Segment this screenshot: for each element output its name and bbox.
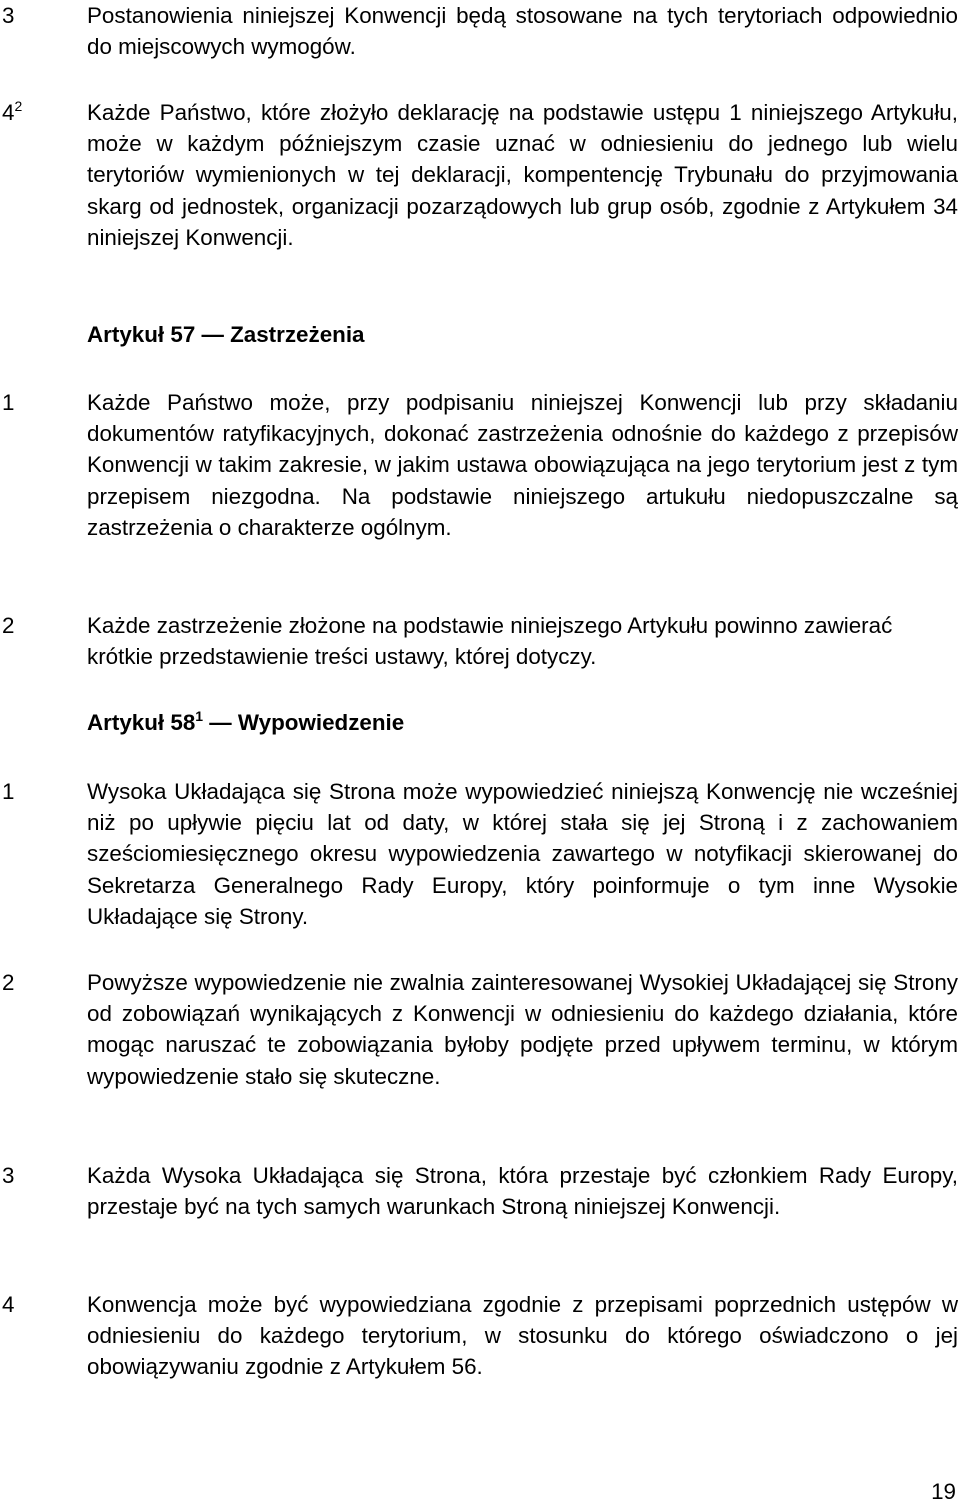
footnote-marker: 2 bbox=[14, 98, 23, 114]
article-58-heading bbox=[87, 707, 404, 738]
paragraph-number: 2 bbox=[2, 613, 15, 638]
paragraph-text: Każda Wysoka Układająca się Strona, która przestaje być członkiem Rady Europy, przestaje być na tych samych warunkach Stroną niniejszej Konwencji. bbox=[87, 1163, 958, 1220]
paragraph-text: Postanowienia niniejszej Konwencji będą stosowane na tych terytoriach odpowiednio do miejscowych wymogów. bbox=[87, 3, 958, 60]
article-58-heading-prefix: Artykuł 58 bbox=[87, 710, 196, 735]
paragraph-text: Każde Państwo, które złożyło deklarację na podstawie ustępu 1 niniejszego Artykułu, może w każdym późniejszym czasie uznać w odniesieniu do jednego lub wielu terytoriów wymienionych w tej deklaracji, kompentencję Trybunału do przyjmowania skarg od jednostek, organizacji pozarządowych lub grup osób, zgodnie z Artykułem 34 niniejszej Konwencji. bbox=[87, 100, 958, 250]
paragraph-number: 1 bbox=[2, 779, 15, 804]
paragraph-number: 4 bbox=[2, 1292, 15, 1317]
paragraph-number: 2 bbox=[2, 970, 15, 995]
paragraph-text: Konwencja może być wypowiedziana zgodnie z przepisami poprzednich ustępów w odniesieniu do każdego terytorium, w stosunku do którego oświadczono o jej obowiązywaniu zgodnie z Artykułem 56. bbox=[87, 1292, 958, 1380]
page-number: 19 bbox=[931, 1479, 956, 1504]
article-58-heading-suffix: — Wypowiedzenie bbox=[203, 710, 405, 735]
footnote-marker: 1 bbox=[195, 708, 204, 724]
paragraph-number bbox=[2, 97, 72, 128]
paragraph-text: Każde Państwo może, przy podpisaniu niniejszej Konwencji lub przy składaniu dokumentów ratyfikacyjnych, dokonać zastrzeżenia odnośnie do każdego z przepisów Konwencji w takim zakresie, w jakim ustawa obowiązująca na jego terytorium jest z tym przepisem niezgodna. Na podstawie niniejszego artukułu niedopuszczalne są zastrzeżenia o charakterze ogólnym. bbox=[87, 390, 958, 540]
article-57-heading: Artykuł 57 — Zastrzeżenia bbox=[87, 322, 365, 347]
paragraph-number-main: 4 bbox=[2, 100, 15, 125]
paragraph-text: Powyższe wypowiedzenie nie zwalnia zainteresowanej Wysokiej Układającej się Strony od zobowiązań wynikających z Konwencji w odniesieniu do każdego działania, które mogąc naruszać te zobowiązania byłoby podjęte przed upływem terminu, w którym wypowiedzenie stało się skuteczne. bbox=[87, 970, 958, 1089]
paragraph-number: 1 bbox=[2, 390, 15, 415]
paragraph-text: Wysoka Układająca się Strona może wypowiedzieć niniejszą Konwencję nie wcześniej niż po upływie pięciu lat od daty, w której stała się jej Stroną i z zachowaniem sześciomiesięcznego okresu wypowiedzenia zawartego w notyfikacji skierowanej do Sekretarza Generalnego Rady Europy, który poinformuje o tym inne Wysokie Układające się Strony. bbox=[87, 779, 958, 929]
paragraph-text: Każde zastrzeżenie złożone na podstawie niniejszego Artykułu powinno zawierać krótkie przedstawienie treści ustawy, której dotyczy. bbox=[87, 613, 893, 670]
paragraph-number: 3 bbox=[2, 1163, 15, 1188]
paragraph-number: 3 bbox=[2, 3, 15, 28]
